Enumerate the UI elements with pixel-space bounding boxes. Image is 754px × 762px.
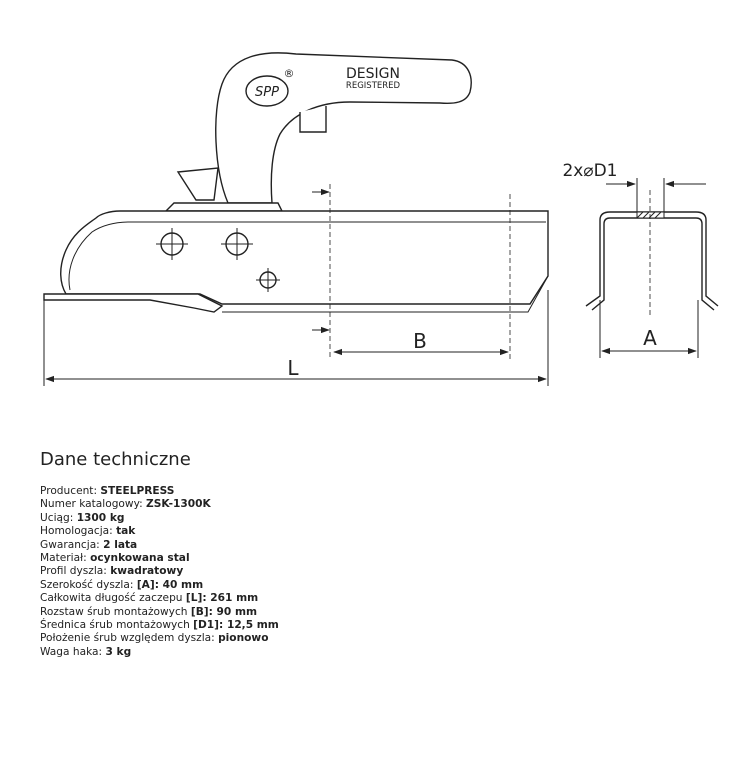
spec-value: kwadratowy bbox=[110, 565, 184, 578]
section-title: Dane techniczne bbox=[40, 449, 191, 470]
spec-value: 1300 kg bbox=[76, 511, 125, 524]
spec-label: Materiał: bbox=[40, 552, 87, 565]
spec-material bbox=[40, 552, 279, 565]
spec-label: Uciąg: bbox=[40, 511, 74, 524]
dimension-b bbox=[334, 329, 508, 353]
spec-bolt-spacing bbox=[40, 606, 279, 619]
spec-value: STEELPRESS bbox=[100, 485, 175, 497]
spec-bolt-position bbox=[40, 632, 279, 645]
spec-label: Całkowita długość zaczepu bbox=[40, 592, 183, 605]
spec-value: ocynkowana stal bbox=[90, 552, 190, 565]
spec-label: Homologacja: bbox=[40, 525, 113, 538]
dimension-l-label: L bbox=[287, 356, 299, 380]
spec-bolt-diameter bbox=[40, 619, 279, 632]
logo-text: SPP bbox=[255, 85, 279, 100]
specs-list bbox=[40, 485, 279, 659]
registered-mark: ® bbox=[283, 67, 295, 80]
spec-value: [A]: 40 mm bbox=[136, 578, 204, 591]
dimension-d1-label: 2x⌀D1 bbox=[562, 161, 618, 181]
spec-label: Numer katalogowy: bbox=[40, 498, 143, 511]
spec-label: Profil dyszla: bbox=[40, 565, 107, 578]
spec-label: Gwarancja: bbox=[40, 538, 100, 551]
dimension-b-label: B bbox=[413, 329, 427, 353]
spec-length bbox=[40, 592, 279, 605]
coupling-side-view bbox=[44, 53, 548, 360]
spec-label: Producent: bbox=[40, 485, 98, 497]
spec-value: [B]: 90 mm bbox=[190, 605, 258, 618]
spec-value: 2 lata bbox=[103, 538, 138, 551]
spec-label: Średnica śrub montażowych bbox=[40, 619, 190, 632]
spec-homologation bbox=[40, 525, 279, 538]
spec-profile bbox=[40, 565, 279, 578]
spec-label: Położenie śrub względem dyszla: bbox=[40, 632, 215, 645]
spec-value: pionowo bbox=[218, 632, 269, 645]
spec-label: Waga haka: bbox=[40, 645, 103, 658]
spec-catalog-number bbox=[40, 498, 279, 511]
registered-label: REGISTERED bbox=[345, 81, 401, 91]
spec-label: Rozstaw śrub montażowych bbox=[40, 605, 188, 618]
spec-capacity bbox=[40, 512, 279, 525]
dimension-a-label: A bbox=[643, 326, 657, 350]
spec-warranty bbox=[40, 539, 279, 552]
spec-value: tak bbox=[116, 525, 136, 538]
spec-label: Szerokość dyszla: bbox=[40, 578, 134, 591]
spec-value: [L]: 261 mm bbox=[185, 592, 259, 605]
profile-cross-section bbox=[562, 161, 718, 358]
spec-value: ZSK-1300K bbox=[146, 498, 211, 511]
design-label: DESIGN bbox=[346, 66, 400, 82]
spec-weight bbox=[40, 646, 279, 659]
spec-value: [D1]: 12,5 mm bbox=[193, 619, 279, 632]
spec-value: 3 kg bbox=[105, 645, 132, 658]
spec-producer bbox=[40, 485, 279, 498]
spec-width bbox=[40, 579, 279, 592]
